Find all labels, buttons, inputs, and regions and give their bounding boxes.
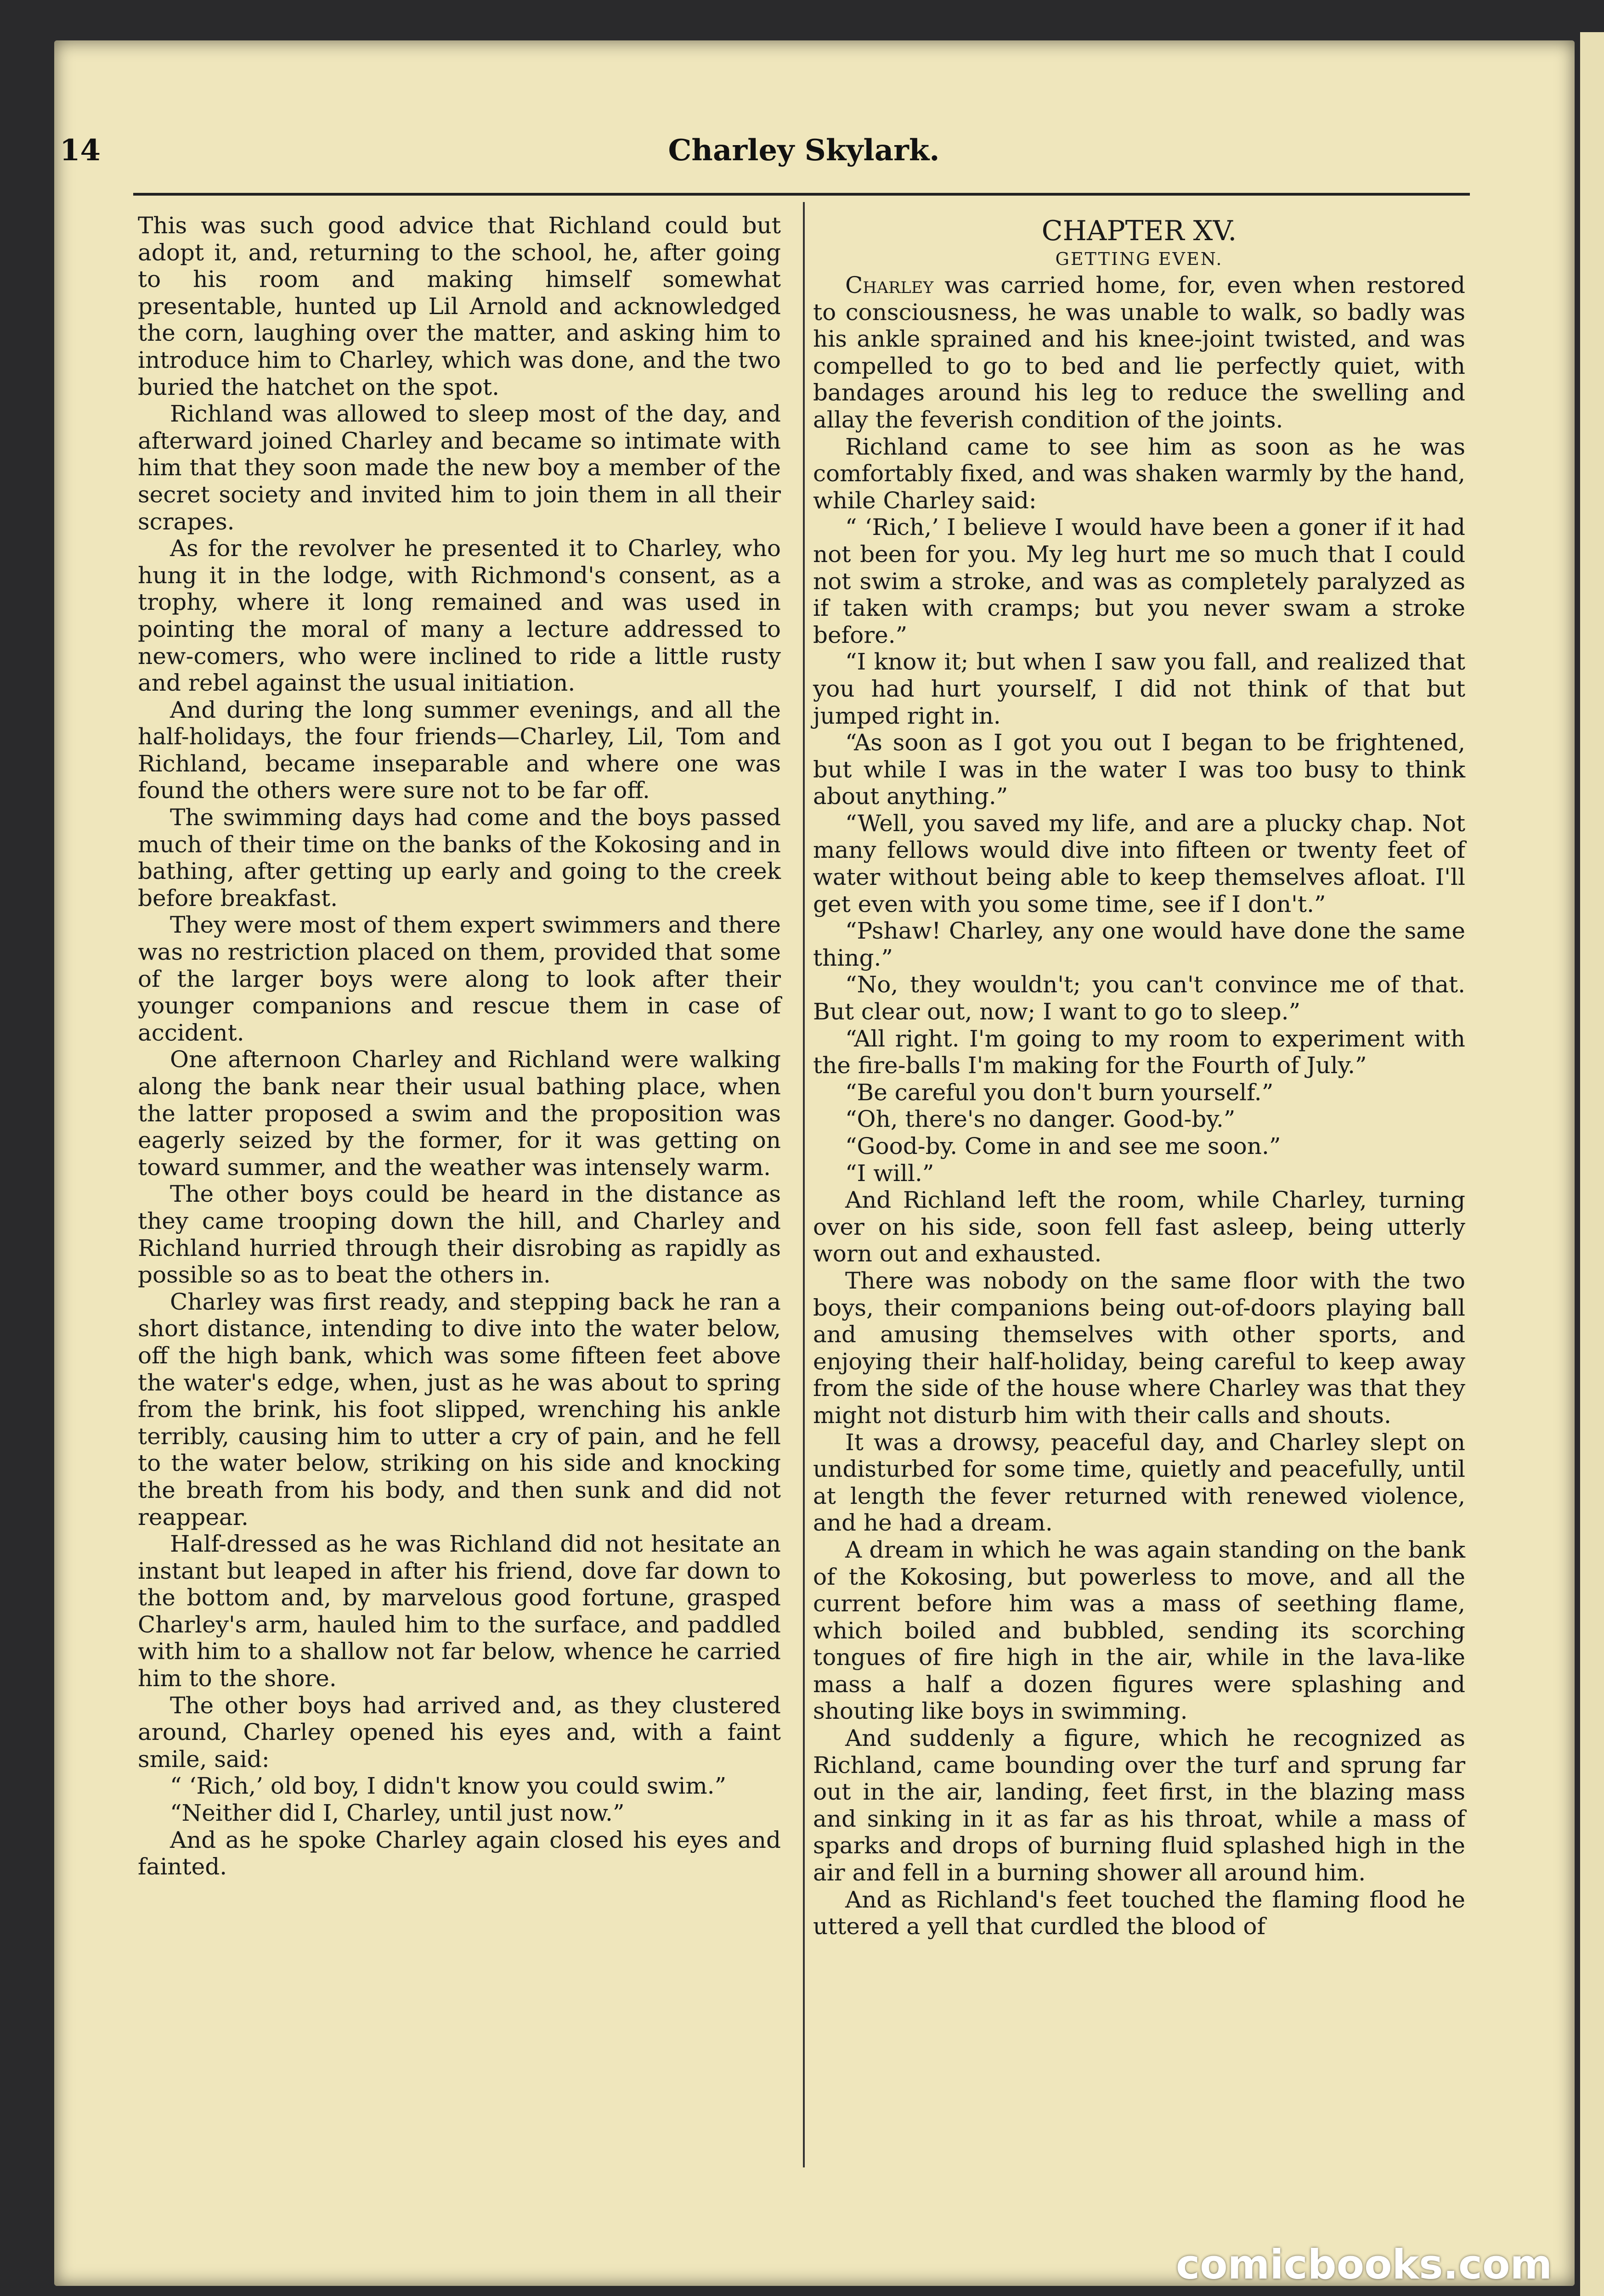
paragraph: It was a drowsy, peaceful day, and Charley slept on undisturbed for some time, quietly and peacefully, until at length the fever returned with renewed violence, and he had a dream. <box>813 1429 1465 1536</box>
paragraph: “Well, you saved my life, and are a plucky chap. Not many fellows would dive into fifteen or twenty feet of water without being able to keep themselves afloat. I'll get even with you some time, see if I don't.” <box>813 810 1465 917</box>
paragraph: “As soon as I got you out I began to be frightened, but while I was in the water I was too busy to think about anything.” <box>813 729 1465 810</box>
paragraph: There was nobody on the same floor with the two boys, their companions being out-of-doors playing ball and amusing themselves with other sports, and enjoying their half-holiday, being careful to keep away from the side of the house where Charley was that they might not disturb him with their calls and shouts. <box>813 1267 1465 1429</box>
paragraph: One afternoon Charley and Richland were walking along the bank near their usual bathing place, when the latter proposed a swim and the proposition was eagerly seized by the former, for it was getting on toward summer, and the weather was intensely warm. <box>138 1046 781 1181</box>
paragraph: A dream in which he was again standing on the bank of the Kokosing, but powerless to move, and all the current before him was a mass of seething flame, which boiled and bubbled, sending its scorching tongues of fire high in the air, while in the lava-like mass a half a dozen figures were splashing and shouting like boys in swimming. <box>813 1536 1465 1725</box>
paragraph: Charley was first ready, and stepping back he ran a short distance, intending to dive into the water below, off the high bank, which was some fifteen feet above the water's edge, when, just as he was about to spring from the brink, his foot slipped, wrenching his ankle terribly, causing him to utter a cry of pain, and he fell to the water below, striking on his side and knocking the breath from his body, and then sunk and did not reappear. <box>138 1288 781 1531</box>
paragraph: And during the long summer evenings, and all the half-holidays, the four friends—Charley, Lil, Tom and Richland, became inseparable and where one was found the others were sure not to be far off. <box>138 696 781 804</box>
chapter-title: CHAPTER XV. <box>1041 215 1237 247</box>
paragraph: “Neither did I, Charley, until just now.” <box>170 1800 625 1827</box>
paragraph: As for the revolver he presented it to Charley, who hung it in the lodge, with Richmond's consent, as a trophy, where it long remained and was used in pointing the moral of many a lecture addressed to new-comers, who were inclined to ride a little rusty and rebel against the usual initiation. <box>138 535 781 697</box>
paragraph: And as he spoke Charley again closed his eyes and fainted. <box>138 1826 781 1880</box>
paragraph: The other boys could be heard in the distance as they came trooping down the hill, and Charley and Richland hurried through their disrobing as rapidly as possible so as to beat the others in. <box>138 1181 781 1289</box>
paragraph: “Good-by. Come in and see me soon.” <box>845 1133 1281 1159</box>
paragraph: The other boys had arrived and, as they clustered around, Charley opened his eyes and, with a faint smile, said: <box>138 1692 781 1773</box>
paragraph: “Be careful you don't burn yourself.” <box>845 1079 1274 1106</box>
paragraph: And suddenly a figure, which he recognized as Richland, came bounding over the turf and sprung far out in the air, landing, feet first, in the blazing mass and sinking in it as far as his throat, while a mass of sparks and drops of burning fluid splashed high in the air and fell in a burning shower all around him. <box>813 1725 1465 1886</box>
paragraph: Richland was allowed to sleep most of the day, and afterward joined Charley and became so intimate with him that they soon made the new boy a member of the secret society and invited him to join them in all their scrapes. <box>138 400 781 535</box>
page-number: 14 <box>60 133 101 168</box>
paragraph: “All right. I'm going to my room to experiment with the fire-balls I'm making for the Fourth of July.” <box>813 1025 1465 1079</box>
paragraph: They were most of them expert swimmers and there was no restriction placed on them, provided that some of the larger boys were along to look after their younger companions and rescue them in case of accident. <box>138 912 781 1046</box>
paragraph: “Pshaw! Charley, any one would have done the same thing.” <box>813 917 1465 971</box>
chapter-first-paragraph: was carried home, for, even when restored to consciousness, he was unable to walk, so badly was his ankle sprained and his knee-joint twisted, and was compelled to go to bed and lie perfectly quiet, with bandages around his leg to reduce the swelling and allay the feverish condition of the joints. <box>813 272 1465 433</box>
paragraph: The swimming days had come and the boys passed much of their time on the banks of the Kokosing and in bathing, after getting up early and going to the creek before breakfast. <box>138 804 781 912</box>
chapter-subtitle: GETTING EVEN. <box>1055 249 1223 269</box>
paragraph: This was such good advice that Richland could but adopt it, and, returning to the school, he, after going to his room and making himself somewhat presentable, hunted up Lil Arnold and acknowledged the corn, laughing over the matter, and asking him to introduce him to Charley, which was done, and the two buried the hatchet on the spot. <box>138 212 781 400</box>
paragraph: “ ‘Rich,’ old boy, I didn't know you could swim.” <box>170 1773 727 1800</box>
paragraph <box>813 272 1465 433</box>
header-rule <box>133 193 1470 196</box>
column-divider <box>803 202 805 2167</box>
adjacent-page-edge <box>1580 32 1604 2296</box>
left-column <box>138 212 781 1880</box>
right-column <box>813 212 1465 1940</box>
chapter-first-word: Charley <box>845 272 934 298</box>
paragraph: “No, they wouldn't; you can't convince me of that. But clear out, now; I want to go to sleep.” <box>813 971 1465 1025</box>
site-watermark: comicbooks.com <box>1176 2241 1553 2288</box>
paragraph: “ ‘Rich,’ I believe I would have been a goner if it had not been for you. My leg hurt me so much that I could not swim a stroke, and was as completely paralyzed as if taken with cramps; but you never swam a stroke before.” <box>813 514 1465 648</box>
paragraph: Richland came to see him as soon as he was comfortably fixed, and was shaken warmly by the hand, while Charley said: <box>813 433 1465 514</box>
paragraph: “I know it; but when I saw you fall, and realized that you had hurt yourself, I did not think of that but jumped right in. <box>813 648 1465 729</box>
paragraph: And as Richland's feet touched the flaming flood he uttered a yell that curdled the blood of <box>813 1886 1465 1940</box>
paragraph: “I will.” <box>845 1159 934 1187</box>
running-title: Charley Skylark. <box>668 133 940 168</box>
paragraph: Half-dressed as he was Richland did not hesitate an instant but leaped in after his friend, dove far down to the bottom and, by marvelous good fortune, grasped Charley's arm, hauled him to the surface, and paddled with him to a shallow not far below, whence he carried him to the shore. <box>138 1531 781 1692</box>
paragraph: And Richland left the room, while Charley, turning over on his side, soon fell fast asleep, being utterly worn out and exhausted. <box>813 1187 1465 1267</box>
paragraph: “Oh, there's no danger. Good-by.” <box>845 1106 1236 1133</box>
